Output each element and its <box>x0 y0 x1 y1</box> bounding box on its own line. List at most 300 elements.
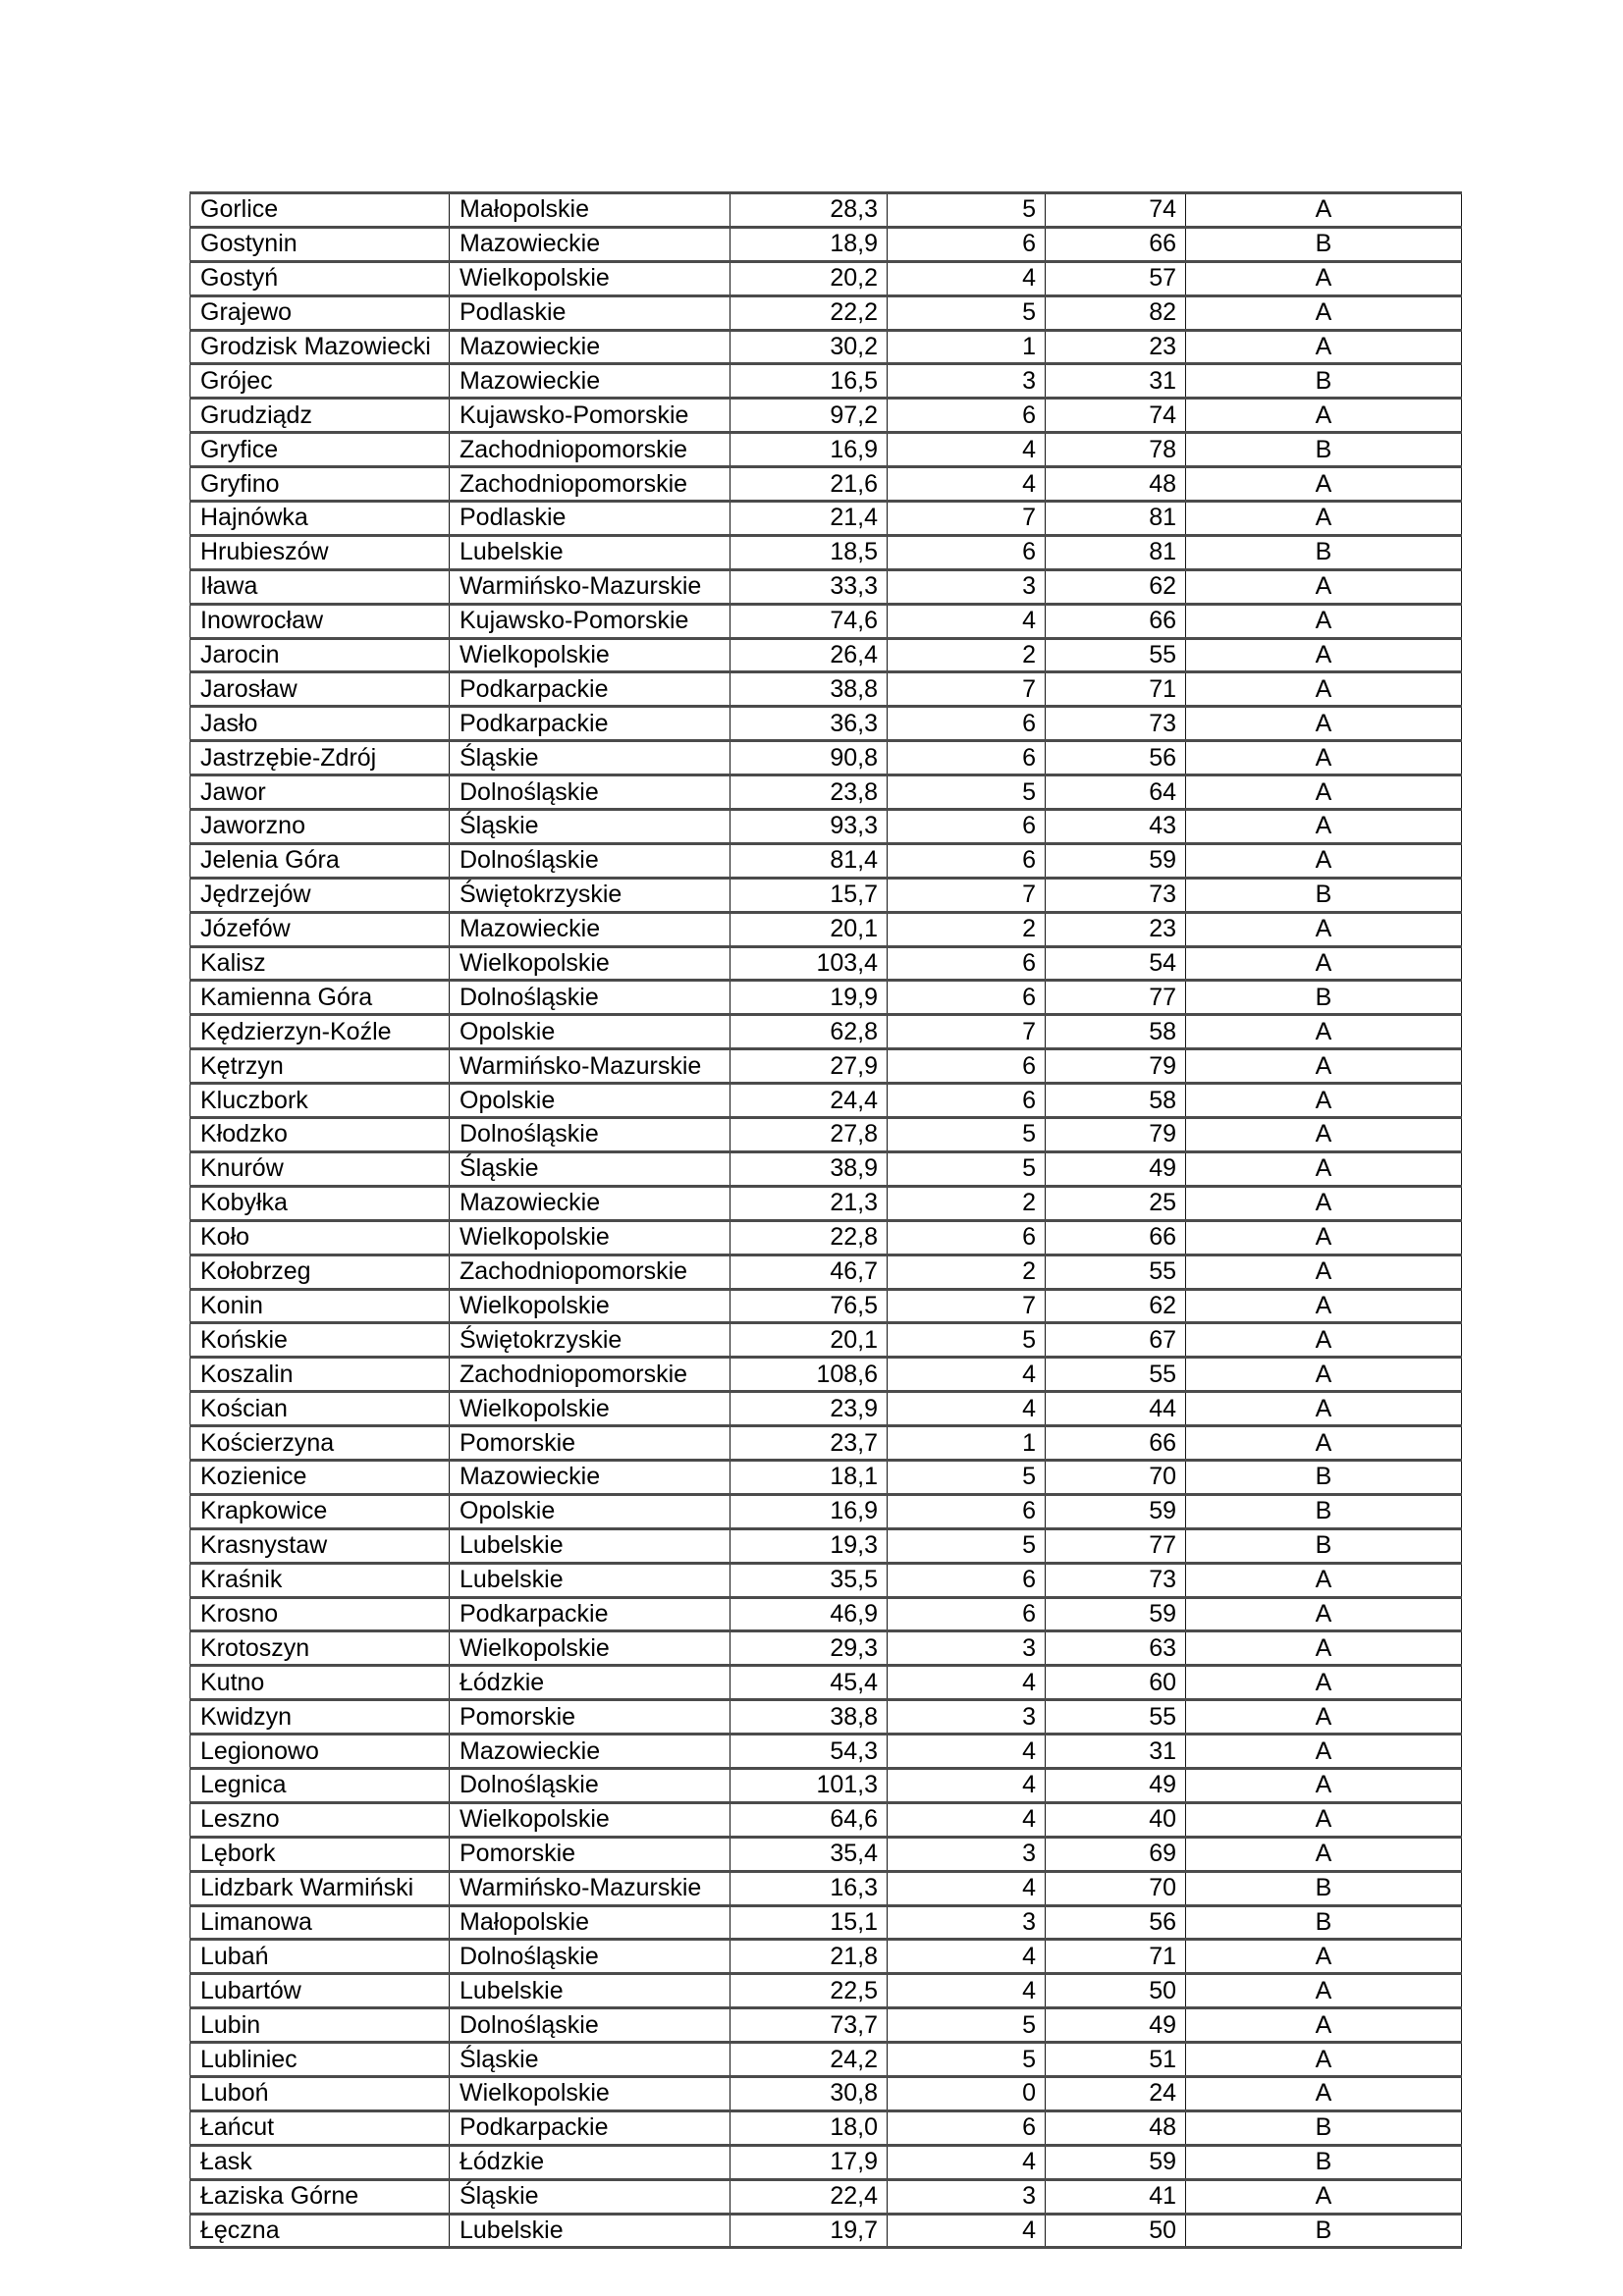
count1-cell: 3 <box>888 1700 1046 1735</box>
region-cell: Łódzkie <box>450 1666 730 1700</box>
count1-cell: 6 <box>888 810 1046 844</box>
table-row <box>190 1597 1462 1631</box>
city-cell: Hrubieszów <box>190 535 450 569</box>
count2-cell: 67 <box>1046 1323 1186 1358</box>
grade-cell: B <box>1186 2145 1462 2179</box>
count2-cell: 50 <box>1046 2214 1186 2248</box>
value-cell: 21,6 <box>730 467 888 502</box>
city-cell: Jarosław <box>190 672 450 707</box>
table-row <box>190 1015 1462 1049</box>
city-cell: Lubartów <box>190 1974 450 2008</box>
count1-cell: 3 <box>888 1905 1046 1940</box>
region-cell: Podlaskie <box>450 295 730 330</box>
table-row <box>190 1151 1462 1186</box>
count2-cell: 73 <box>1046 707 1186 741</box>
region-cell: Pomorskie <box>450 1837 730 1871</box>
region-cell: Podkarpackie <box>450 707 730 741</box>
grade-cell: A <box>1186 2179 1462 2214</box>
city-cell: Luboń <box>190 2076 450 2110</box>
count1-cell: 4 <box>888 1940 1046 1974</box>
region-cell: Podlaskie <box>450 502 730 536</box>
count2-cell: 62 <box>1046 569 1186 604</box>
grade-cell: B <box>1186 981 1462 1015</box>
region-cell: Mazowieckie <box>450 330 730 364</box>
grade-cell: A <box>1186 810 1462 844</box>
city-cell: Grajewo <box>190 295 450 330</box>
table-row <box>190 1323 1462 1358</box>
city-cell: Lubin <box>190 2008 450 2043</box>
grade-cell: A <box>1186 2008 1462 2043</box>
value-cell: 29,3 <box>730 1631 888 1666</box>
city-cell: Jarocin <box>190 638 450 672</box>
count2-cell: 60 <box>1046 1666 1186 1700</box>
region-cell: Zachodniopomorskie <box>450 1255 730 1289</box>
count1-cell: 4 <box>888 1666 1046 1700</box>
count1-cell: 4 <box>888 1802 1046 1837</box>
value-cell: 28,3 <box>730 193 888 228</box>
table-row <box>190 1563 1462 1597</box>
region-cell: Małopolskie <box>450 1905 730 1940</box>
region-cell: Wielkopolskie <box>450 261 730 295</box>
city-table-body <box>190 193 1462 2248</box>
table-row <box>190 2179 1462 2214</box>
count1-cell: 6 <box>888 1049 1046 1084</box>
city-cell: Józefów <box>190 912 450 946</box>
city-cell: Knurów <box>190 1151 450 1186</box>
count2-cell: 23 <box>1046 330 1186 364</box>
value-cell: 22,4 <box>730 2179 888 2214</box>
value-cell: 38,8 <box>730 672 888 707</box>
city-cell: Kołobrzeg <box>190 1255 450 1289</box>
region-cell: Warmińsko-Mazurskie <box>450 1871 730 1905</box>
region-cell: Pomorskie <box>450 1426 730 1461</box>
table-row <box>190 502 1462 536</box>
value-cell: 97,2 <box>730 399 888 433</box>
grade-cell: A <box>1186 1118 1462 1152</box>
count1-cell: 6 <box>888 2110 1046 2145</box>
count2-cell: 43 <box>1046 810 1186 844</box>
grade-cell: A <box>1186 502 1462 536</box>
region-cell: Warmińsko-Mazurskie <box>450 1049 730 1084</box>
grade-cell: A <box>1186 1186 1462 1220</box>
city-cell: Krapkowice <box>190 1494 450 1528</box>
region-cell: Lubelskie <box>450 2214 730 2248</box>
grade-cell: A <box>1186 261 1462 295</box>
value-cell: 17,9 <box>730 2145 888 2179</box>
grade-cell: A <box>1186 1151 1462 1186</box>
grade-cell: A <box>1186 1323 1462 1358</box>
value-cell: 15,7 <box>730 878 888 912</box>
region-cell: Małopolskie <box>450 193 730 228</box>
city-cell: Łask <box>190 2145 450 2179</box>
value-cell: 35,5 <box>730 1563 888 1597</box>
table-row <box>190 1220 1462 1255</box>
value-cell: 19,9 <box>730 981 888 1015</box>
count1-cell: 2 <box>888 912 1046 946</box>
grade-cell: B <box>1186 2214 1462 2248</box>
value-cell: 62,8 <box>730 1015 888 1049</box>
table-row <box>190 1392 1462 1426</box>
count2-cell: 73 <box>1046 878 1186 912</box>
table-row <box>190 2076 1462 2110</box>
grade-cell: A <box>1186 2043 1462 2077</box>
table-row <box>190 193 1462 228</box>
city-cell: Krotoszyn <box>190 1631 450 1666</box>
value-cell: 27,8 <box>730 1118 888 1152</box>
region-cell: Mazowieckie <box>450 1460 730 1494</box>
table-row <box>190 399 1462 433</box>
grade-cell: A <box>1186 1220 1462 1255</box>
count1-cell: 7 <box>888 672 1046 707</box>
count2-cell: 70 <box>1046 1871 1186 1905</box>
region-cell: Kujawsko-Pomorskie <box>450 399 730 433</box>
count2-cell: 56 <box>1046 741 1186 775</box>
count1-cell: 2 <box>888 1255 1046 1289</box>
count1-cell: 7 <box>888 1289 1046 1323</box>
count1-cell: 6 <box>888 535 1046 569</box>
count2-cell: 59 <box>1046 1597 1186 1631</box>
value-cell: 22,2 <box>730 295 888 330</box>
value-cell: 24,4 <box>730 1084 888 1118</box>
table-row <box>190 1118 1462 1152</box>
grade-cell: A <box>1186 912 1462 946</box>
count1-cell: 5 <box>888 295 1046 330</box>
grade-cell: A <box>1186 1666 1462 1700</box>
region-cell: Dolnośląskie <box>450 775 730 810</box>
count1-cell: 1 <box>888 1426 1046 1461</box>
region-cell: Świętokrzyskie <box>450 878 730 912</box>
table-row <box>190 843 1462 878</box>
city-cell: Leszno <box>190 1802 450 1837</box>
city-cell: Kluczbork <box>190 1084 450 1118</box>
grade-cell: A <box>1186 467 1462 502</box>
table-row <box>190 1940 1462 1974</box>
city-cell: Lubliniec <box>190 2043 450 2077</box>
count2-cell: 49 <box>1046 1151 1186 1186</box>
grade-cell: B <box>1186 878 1462 912</box>
count2-cell: 59 <box>1046 2145 1186 2179</box>
city-cell: Gryfice <box>190 433 450 467</box>
table-row <box>190 433 1462 467</box>
table-row <box>190 775 1462 810</box>
count1-cell: 2 <box>888 1186 1046 1220</box>
count2-cell: 57 <box>1046 261 1186 295</box>
value-cell: 16,5 <box>730 364 888 399</box>
grade-cell: A <box>1186 741 1462 775</box>
count1-cell: 4 <box>888 433 1046 467</box>
count1-cell: 6 <box>888 981 1046 1015</box>
grade-cell: A <box>1186 1597 1462 1631</box>
grade-cell: A <box>1186 775 1462 810</box>
grade-cell: B <box>1186 433 1462 467</box>
count2-cell: 66 <box>1046 1220 1186 1255</box>
region-cell: Pomorskie <box>450 1700 730 1735</box>
count1-cell: 6 <box>888 1220 1046 1255</box>
region-cell: Mazowieckie <box>450 912 730 946</box>
count1-cell: 5 <box>888 775 1046 810</box>
grade-cell: A <box>1186 1015 1462 1049</box>
count2-cell: 49 <box>1046 1768 1186 1802</box>
value-cell: 16,9 <box>730 433 888 467</box>
grade-cell: B <box>1186 1905 1462 1940</box>
table-row <box>190 364 1462 399</box>
table-row <box>190 1494 1462 1528</box>
value-cell: 18,0 <box>730 2110 888 2145</box>
region-cell: Opolskie <box>450 1494 730 1528</box>
grade-cell: A <box>1186 638 1462 672</box>
count2-cell: 31 <box>1046 1735 1186 1769</box>
city-cell: Konin <box>190 1289 450 1323</box>
count1-cell: 6 <box>888 399 1046 433</box>
grade-cell: A <box>1186 1700 1462 1735</box>
city-cell: Łaziska Górne <box>190 2179 450 2214</box>
grade-cell: A <box>1186 295 1462 330</box>
count2-cell: 70 <box>1046 1460 1186 1494</box>
region-cell: Dolnośląskie <box>450 843 730 878</box>
count1-cell: 5 <box>888 1323 1046 1358</box>
city-cell: Kalisz <box>190 946 450 981</box>
value-cell: 23,8 <box>730 775 888 810</box>
city-cell: Limanowa <box>190 1905 450 1940</box>
count1-cell: 6 <box>888 1597 1046 1631</box>
region-cell: Wielkopolskie <box>450 1392 730 1426</box>
table-row <box>190 2145 1462 2179</box>
value-cell: 24,2 <box>730 2043 888 2077</box>
grade-cell: A <box>1186 1255 1462 1289</box>
value-cell: 15,1 <box>730 1905 888 1940</box>
city-cell: Gryfino <box>190 467 450 502</box>
region-cell: Wielkopolskie <box>450 946 730 981</box>
value-cell: 74,6 <box>730 604 888 638</box>
value-cell: 76,5 <box>730 1289 888 1323</box>
grade-cell: A <box>1186 1802 1462 1837</box>
table-row <box>190 2043 1462 2077</box>
count1-cell: 6 <box>888 227 1046 261</box>
count1-cell: 4 <box>888 1974 1046 2008</box>
city-cell: Lębork <box>190 1837 450 1871</box>
count1-cell: 5 <box>888 2043 1046 2077</box>
count2-cell: 55 <box>1046 1700 1186 1735</box>
count1-cell: 5 <box>888 193 1046 228</box>
value-cell: 16,9 <box>730 1494 888 1528</box>
region-cell: Wielkopolskie <box>450 1220 730 1255</box>
region-cell: Śląskie <box>450 810 730 844</box>
city-cell: Legnica <box>190 1768 450 1802</box>
value-cell: 22,5 <box>730 1974 888 2008</box>
count2-cell: 77 <box>1046 981 1186 1015</box>
count2-cell: 59 <box>1046 1494 1186 1528</box>
city-cell: Grodzisk Mazowiecki <box>190 330 450 364</box>
count1-cell: 5 <box>888 1528 1046 1563</box>
count2-cell: 55 <box>1046 638 1186 672</box>
count1-cell: 6 <box>888 1563 1046 1597</box>
count1-cell: 6 <box>888 843 1046 878</box>
region-cell: Wielkopolskie <box>450 1802 730 1837</box>
count2-cell: 81 <box>1046 502 1186 536</box>
value-cell: 23,9 <box>730 1392 888 1426</box>
value-cell: 21,3 <box>730 1186 888 1220</box>
value-cell: 73,7 <box>730 2008 888 2043</box>
count1-cell: 7 <box>888 502 1046 536</box>
table-row <box>190 981 1462 1015</box>
value-cell: 54,3 <box>730 1735 888 1769</box>
value-cell: 81,4 <box>730 843 888 878</box>
region-cell: Śląskie <box>450 2043 730 2077</box>
region-cell: Podkarpackie <box>450 2110 730 2145</box>
grade-cell: A <box>1186 1084 1462 1118</box>
table-row <box>190 535 1462 569</box>
value-cell: 30,2 <box>730 330 888 364</box>
region-cell: Warmińsko-Mazurskie <box>450 569 730 604</box>
table-row <box>190 1905 1462 1940</box>
city-cell: Koszalin <box>190 1358 450 1392</box>
count2-cell: 74 <box>1046 193 1186 228</box>
table-row <box>190 1735 1462 1769</box>
region-cell: Mazowieckie <box>450 227 730 261</box>
grade-cell: B <box>1186 1871 1462 1905</box>
city-cell: Jaworzno <box>190 810 450 844</box>
table-row <box>190 261 1462 295</box>
count1-cell: 1 <box>888 330 1046 364</box>
grade-cell: A <box>1186 946 1462 981</box>
grade-cell: A <box>1186 399 1462 433</box>
count1-cell: 2 <box>888 638 1046 672</box>
grade-cell: A <box>1186 569 1462 604</box>
table-row <box>190 467 1462 502</box>
grade-cell: A <box>1186 2076 1462 2110</box>
value-cell: 46,7 <box>730 1255 888 1289</box>
count2-cell: 66 <box>1046 604 1186 638</box>
table-row <box>190 1666 1462 1700</box>
grade-cell: B <box>1186 227 1462 261</box>
value-cell: 38,9 <box>730 1151 888 1186</box>
city-cell: Jawor <box>190 775 450 810</box>
value-cell: 18,1 <box>730 1460 888 1494</box>
table-row <box>190 227 1462 261</box>
count2-cell: 50 <box>1046 1974 1186 2008</box>
count1-cell: 6 <box>888 946 1046 981</box>
city-cell: Kłodzko <box>190 1118 450 1152</box>
value-cell: 23,7 <box>730 1426 888 1461</box>
count2-cell: 49 <box>1046 2008 1186 2043</box>
grade-cell: A <box>1186 1631 1462 1666</box>
value-cell: 18,5 <box>730 535 888 569</box>
value-cell: 18,9 <box>730 227 888 261</box>
count2-cell: 58 <box>1046 1015 1186 1049</box>
table-row <box>190 1837 1462 1871</box>
count1-cell: 3 <box>888 1631 1046 1666</box>
grade-cell: B <box>1186 1528 1462 1563</box>
region-cell: Mazowieckie <box>450 1735 730 1769</box>
city-cell: Iława <box>190 569 450 604</box>
city-cell: Jelenia Góra <box>190 843 450 878</box>
region-cell: Opolskie <box>450 1015 730 1049</box>
count1-cell: 5 <box>888 1151 1046 1186</box>
grade-cell: B <box>1186 535 1462 569</box>
table-row <box>190 1049 1462 1084</box>
value-cell: 19,7 <box>730 2214 888 2248</box>
table-row <box>190 912 1462 946</box>
city-cell: Jastrzębie-Zdrój <box>190 741 450 775</box>
count2-cell: 41 <box>1046 2179 1186 2214</box>
city-cell: Kędzierzyn-Koźle <box>190 1015 450 1049</box>
region-cell: Wielkopolskie <box>450 1289 730 1323</box>
value-cell: 108,6 <box>730 1358 888 1392</box>
region-cell: Wielkopolskie <box>450 1631 730 1666</box>
count1-cell: 3 <box>888 569 1046 604</box>
table-row <box>190 1186 1462 1220</box>
count2-cell: 78 <box>1046 433 1186 467</box>
region-cell: Dolnośląskie <box>450 1768 730 1802</box>
city-cell: Kościerzyna <box>190 1426 450 1461</box>
city-cell: Inowrocław <box>190 604 450 638</box>
city-cell: Kwidzyn <box>190 1700 450 1735</box>
grade-cell: A <box>1186 843 1462 878</box>
count2-cell: 58 <box>1046 1084 1186 1118</box>
count2-cell: 64 <box>1046 775 1186 810</box>
count2-cell: 59 <box>1046 843 1186 878</box>
count1-cell: 4 <box>888 2214 1046 2248</box>
grade-cell: A <box>1186 1563 1462 1597</box>
count1-cell: 0 <box>888 2076 1046 2110</box>
region-cell: Opolskie <box>450 1084 730 1118</box>
city-cell: Kraśnik <box>190 1563 450 1597</box>
count2-cell: 54 <box>1046 946 1186 981</box>
count2-cell: 44 <box>1046 1392 1186 1426</box>
grade-cell: B <box>1186 2110 1462 2145</box>
grade-cell: A <box>1186 1837 1462 1871</box>
count1-cell: 6 <box>888 707 1046 741</box>
count2-cell: 82 <box>1046 295 1186 330</box>
count2-cell: 77 <box>1046 1528 1186 1563</box>
grade-cell: B <box>1186 364 1462 399</box>
grade-cell: B <box>1186 1494 1462 1528</box>
count1-cell: 4 <box>888 1358 1046 1392</box>
value-cell: 20,2 <box>730 261 888 295</box>
count2-cell: 31 <box>1046 364 1186 399</box>
count2-cell: 62 <box>1046 1289 1186 1323</box>
count1-cell: 7 <box>888 1015 1046 1049</box>
city-cell: Koło <box>190 1220 450 1255</box>
region-cell: Lubelskie <box>450 1563 730 1597</box>
value-cell: 36,3 <box>730 707 888 741</box>
city-cell: Gorlice <box>190 193 450 228</box>
grade-cell: B <box>1186 1460 1462 1494</box>
count2-cell: 48 <box>1046 467 1186 502</box>
table-row <box>190 672 1462 707</box>
region-cell: Kujawsko-Pomorskie <box>450 604 730 638</box>
value-cell: 16,3 <box>730 1871 888 1905</box>
region-cell: Wielkopolskie <box>450 638 730 672</box>
table-row <box>190 604 1462 638</box>
table-row <box>190 810 1462 844</box>
region-cell: Wielkopolskie <box>450 2076 730 2110</box>
table-row <box>190 1802 1462 1837</box>
grade-cell: A <box>1186 1974 1462 2008</box>
region-cell: Dolnośląskie <box>450 1118 730 1152</box>
value-cell: 64,6 <box>730 1802 888 1837</box>
region-cell: Dolnośląskie <box>450 1940 730 1974</box>
grade-cell: A <box>1186 1289 1462 1323</box>
value-cell: 45,4 <box>730 1666 888 1700</box>
table-row <box>190 946 1462 981</box>
value-cell: 103,4 <box>730 946 888 981</box>
count2-cell: 71 <box>1046 672 1186 707</box>
city-cell: Kozienice <box>190 1460 450 1494</box>
count2-cell: 79 <box>1046 1118 1186 1152</box>
table-row <box>190 1528 1462 1563</box>
table-row <box>190 1084 1462 1118</box>
